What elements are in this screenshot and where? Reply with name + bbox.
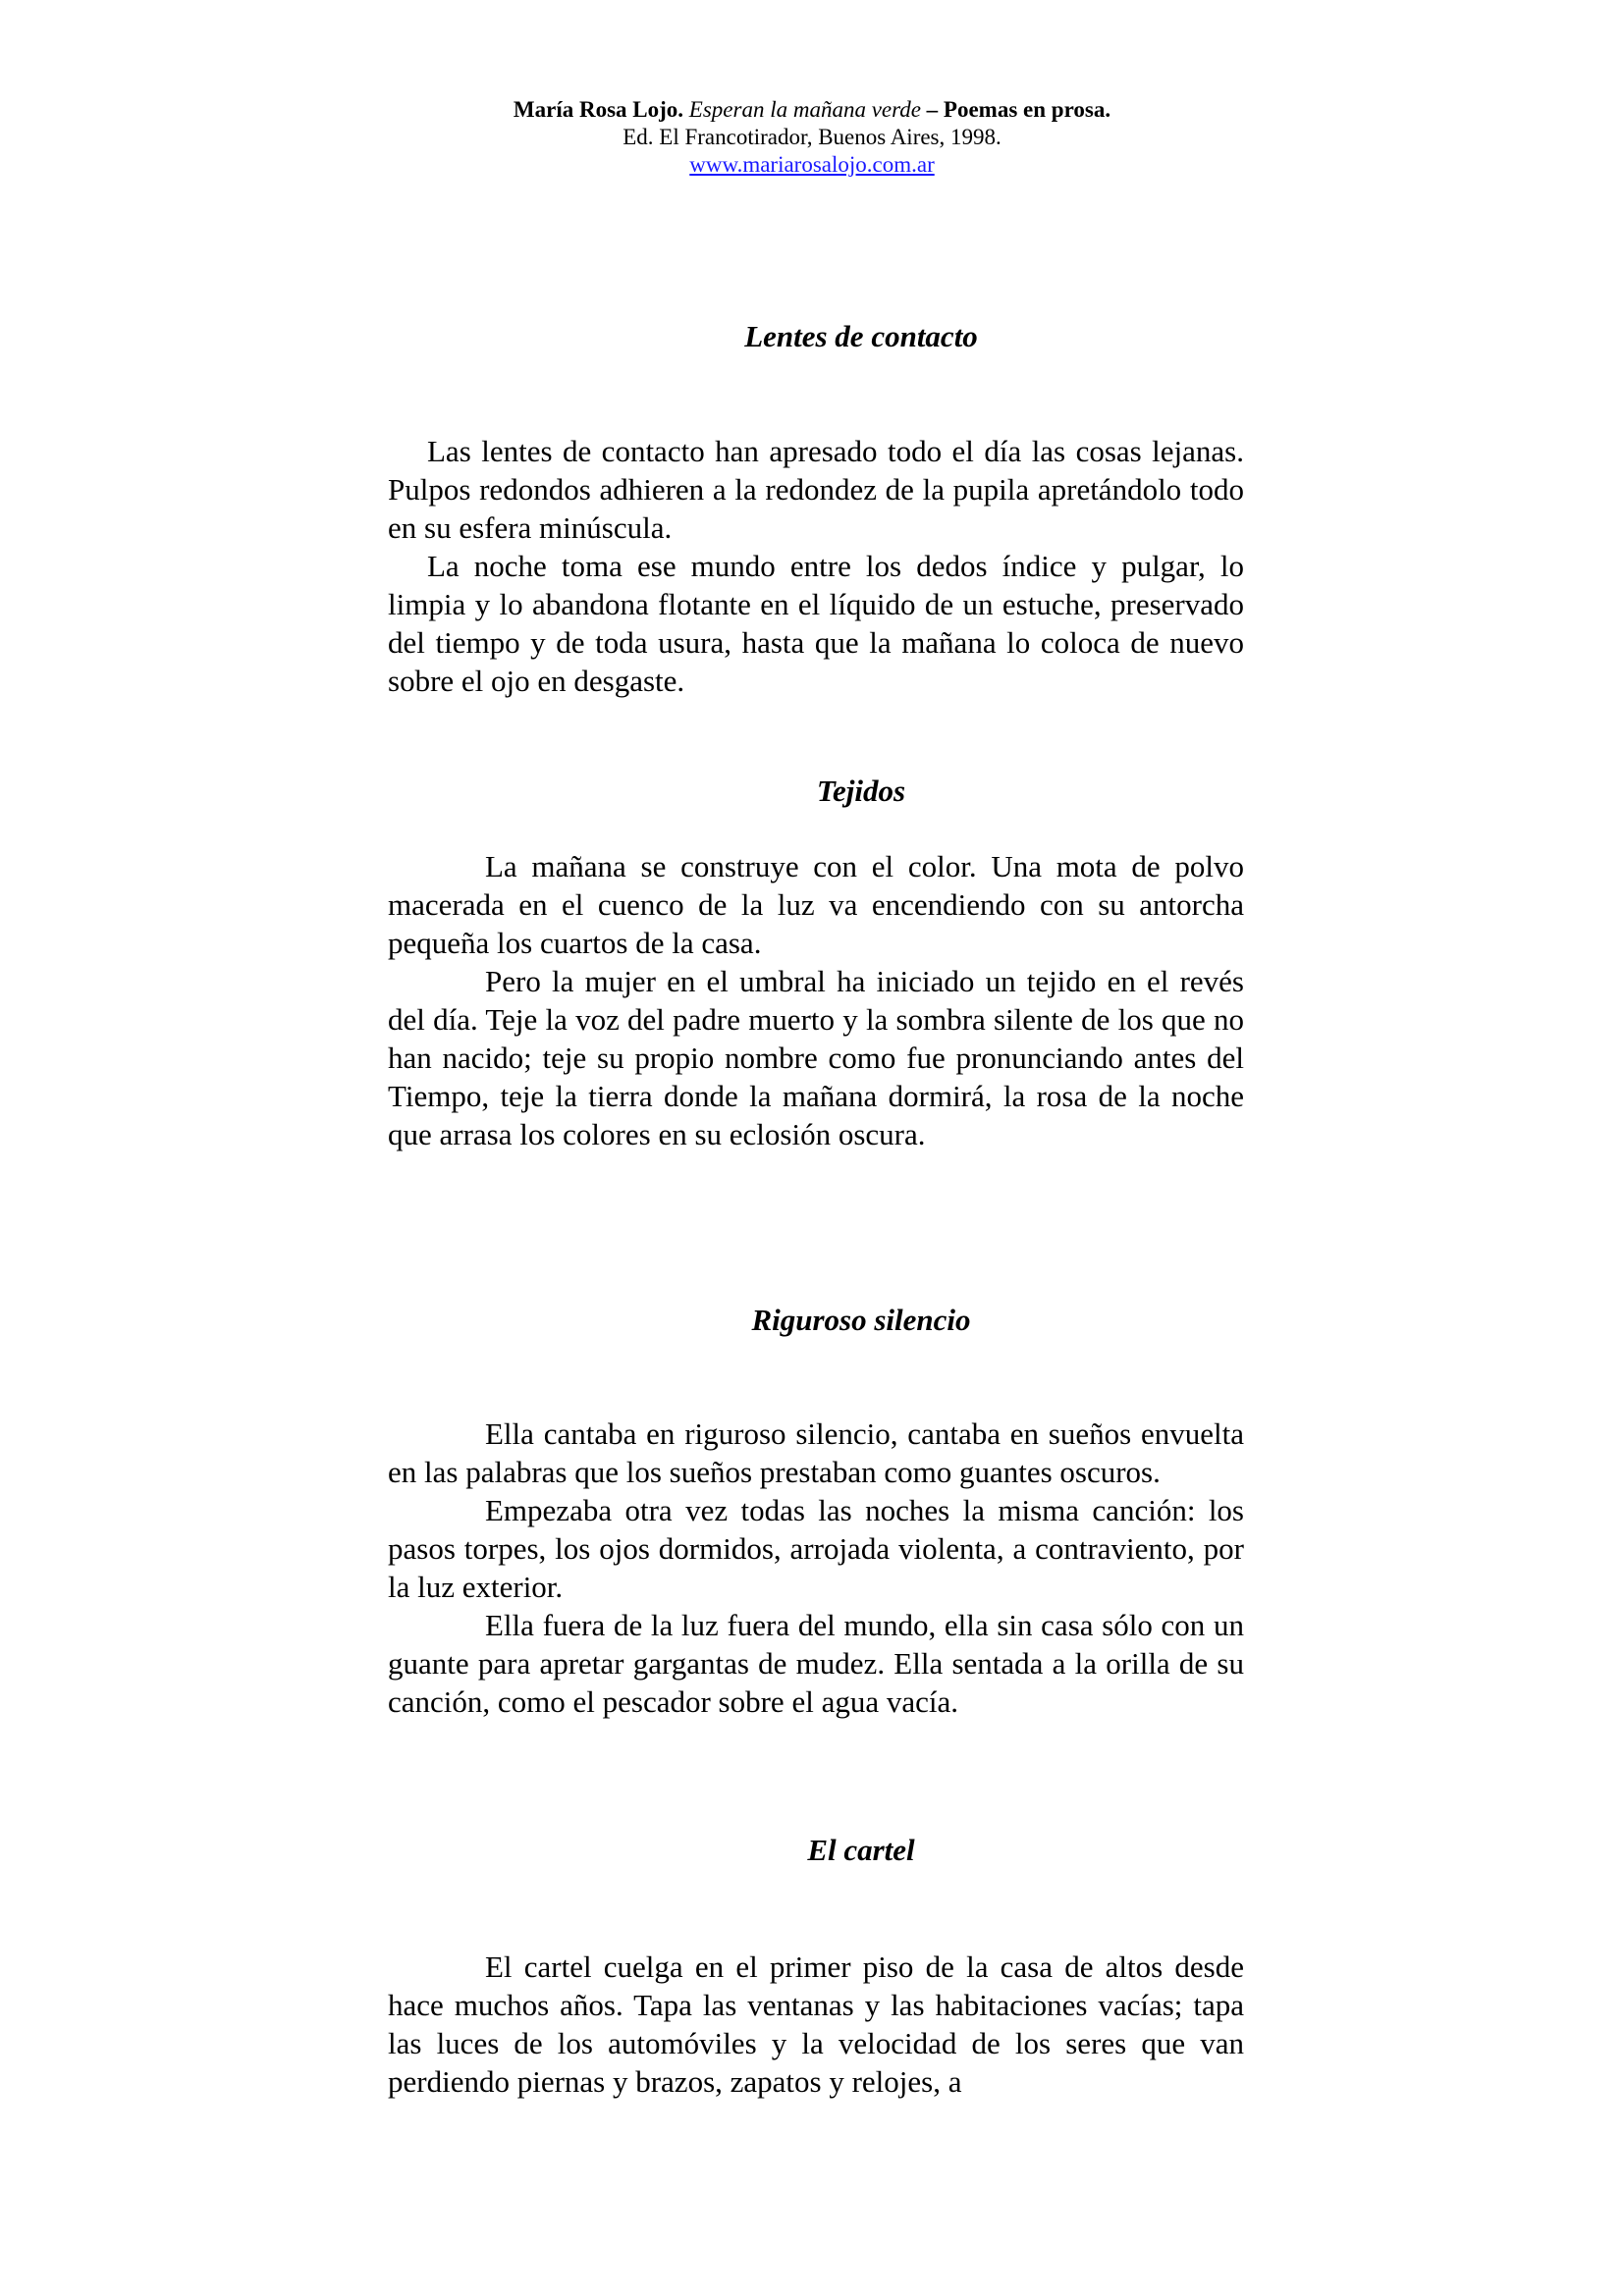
paragraph: El cartel cuelga en el primer piso de la casa de altos desde hace muchos años. Tapa las ventanas y las habitaciones vacías; tapa las luces de los automóviles y la velocidad de los seres que van perdiendo piernas y brazos, zapatos y relojes, a	[388, 1949, 1244, 2099]
poem-body-tejidos	[388, 847, 1244, 1153]
paragraph: Las lentes de contacto han apresado todo el día las cosas lejanas. Pulpos redondos adhieren a la redondez de la pupila apretándolo todo en su esfera minúscula.	[388, 434, 1244, 545]
title-separator: –	[920, 97, 944, 122]
poem-title-el-cartel: El cartel	[807, 1833, 915, 1867]
author-name: María Rosa Lojo.	[513, 97, 684, 122]
website-link[interactable]: www.mariarosalojo.com.ar	[689, 152, 935, 177]
publisher-line: Ed. El Francotirador, Buenos Aires, 1998.	[623, 125, 1001, 149]
paragraph: La noche toma ese mundo entre los dedos índice y pulgar, lo limpia y lo abandona flotante en el líquido de un estuche, preservado del tiempo y de toda usura, hasta que la mañana lo coloca de nuevo sobre el ojo en desgaste.	[388, 549, 1244, 698]
website-line	[0, 151, 1624, 179]
poem-body-el-cartel	[388, 1948, 1244, 2101]
book-title: Esperan la mañana verde	[688, 97, 921, 122]
poem-body-lentes	[388, 432, 1244, 700]
poem-title-lentes: Lentes de contacto	[744, 319, 978, 353]
paragraph: Ella cantaba en riguroso silencio, cantaba en sueños envuelta en las palabras que los sueños prestaban como guantes oscuros.	[388, 1416, 1244, 1489]
poem-title-tejidos: Tejidos	[816, 774, 906, 808]
paragraph: La mañana se construye con el color. Una mota de polvo macerada en el cuenco de la luz va encendiendo con su antorcha pequeña los cuartos de la casa.	[388, 849, 1244, 960]
paragraph: Pero la mujer en el umbral ha iniciado un tejido en el revés del día. Teje la voz del padre muerto y la sombra silente de los que no han nacido; teje su propio nombre como fue pronunciando antes del Tiempo, teje la tierra donde la mañana dormirá, la rosa de la noche que arrasa los colores en su eclosión oscura.	[388, 964, 1244, 1151]
poem-title-riguroso-silencio: Riguroso silencio	[751, 1303, 971, 1337]
book-subtitle: Poemas en prosa.	[943, 97, 1111, 122]
paragraph: Empezaba otra vez todas las noches la misma canción: los pasos torpes, los ojos dormidos, arrojada violenta, a contraviento, por la luz exterior.	[388, 1493, 1244, 1604]
poem-body-riguroso-silencio	[388, 1415, 1244, 1721]
citation-line	[0, 96, 1624, 124]
paragraph: Ella fuera de la luz fuera del mundo, ella sin casa sólo con un guante para apretar gargantas de mudez. Ella sentada a la orilla de su canción, como el pescador sobre el agua vacía.	[388, 1608, 1244, 1719]
document-header	[0, 96, 1624, 179]
